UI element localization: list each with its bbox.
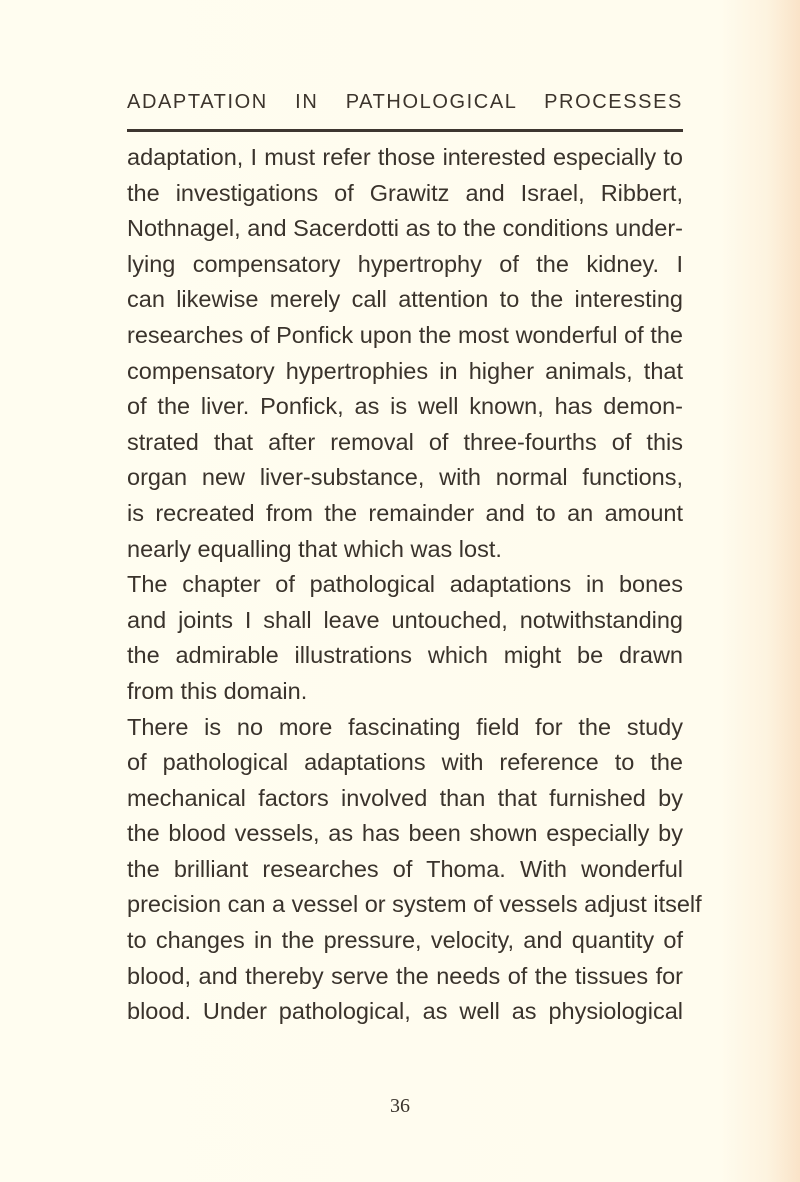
text-line: the blood vessels, as has been shown especially by xyxy=(127,820,683,847)
body-text xyxy=(127,140,702,1030)
running-head: ADAPTATION IN PATHOLOGICAL PROCESSES xyxy=(127,91,683,113)
text-line: adaptation, I must refer those interested especially to xyxy=(127,144,683,170)
text-line: the admirable illustrations which might be drawn xyxy=(127,642,683,669)
page-number: 36 xyxy=(390,1095,410,1117)
text-line: organ new liver-substance, with normal functions, xyxy=(127,464,683,491)
text-line: of pathological adaptations with reference to the xyxy=(127,749,683,776)
text-line: lying compensatory hypertrophy of the kidney. I xyxy=(127,250,683,277)
text-line: Nothnagel, and Sacerdotti as to the conditions under- xyxy=(127,215,683,242)
text-line: The chapter of pathological adaptations in bones xyxy=(127,571,683,598)
text-line: of the liver. Ponfick, as is well known, has demon- xyxy=(127,393,683,420)
text-line: the investigations of Grawitz and Israel, Ribbert, xyxy=(127,179,683,206)
text-line: and joints I shall leave untouched, notwithstanding xyxy=(127,606,683,633)
text-line: researches of Ponfick upon the most wonderful of the xyxy=(127,321,683,348)
text-line: precision can a vessel or system of vessels adjust itself xyxy=(127,891,702,918)
text-line: nearly equalling that which was lost. xyxy=(127,535,502,562)
text-line: blood, and thereby serve the needs of the tissues for xyxy=(127,962,683,989)
text-line: blood. Under pathological, as well as physiological xyxy=(127,998,683,1025)
text-line: to changes in the pressure, velocity, and quantity of xyxy=(127,927,683,954)
text-line: compensatory hypertrophies in higher animals, that xyxy=(127,357,683,384)
text-line: the brilliant researches of Thoma. With wonderful xyxy=(127,855,683,882)
text-line: can likewise merely call attention to the interesting xyxy=(127,286,683,313)
text-line: There is no more fascinating field for the study xyxy=(127,713,683,740)
text-line: is recreated from the remainder and to an amount xyxy=(127,499,683,526)
header-rule xyxy=(127,129,683,132)
text-line: from this domain. xyxy=(127,677,308,704)
text-line: strated that after removal of three-fourths of this xyxy=(127,428,683,455)
text-line: mechanical factors involved than that furnished by xyxy=(127,784,683,811)
